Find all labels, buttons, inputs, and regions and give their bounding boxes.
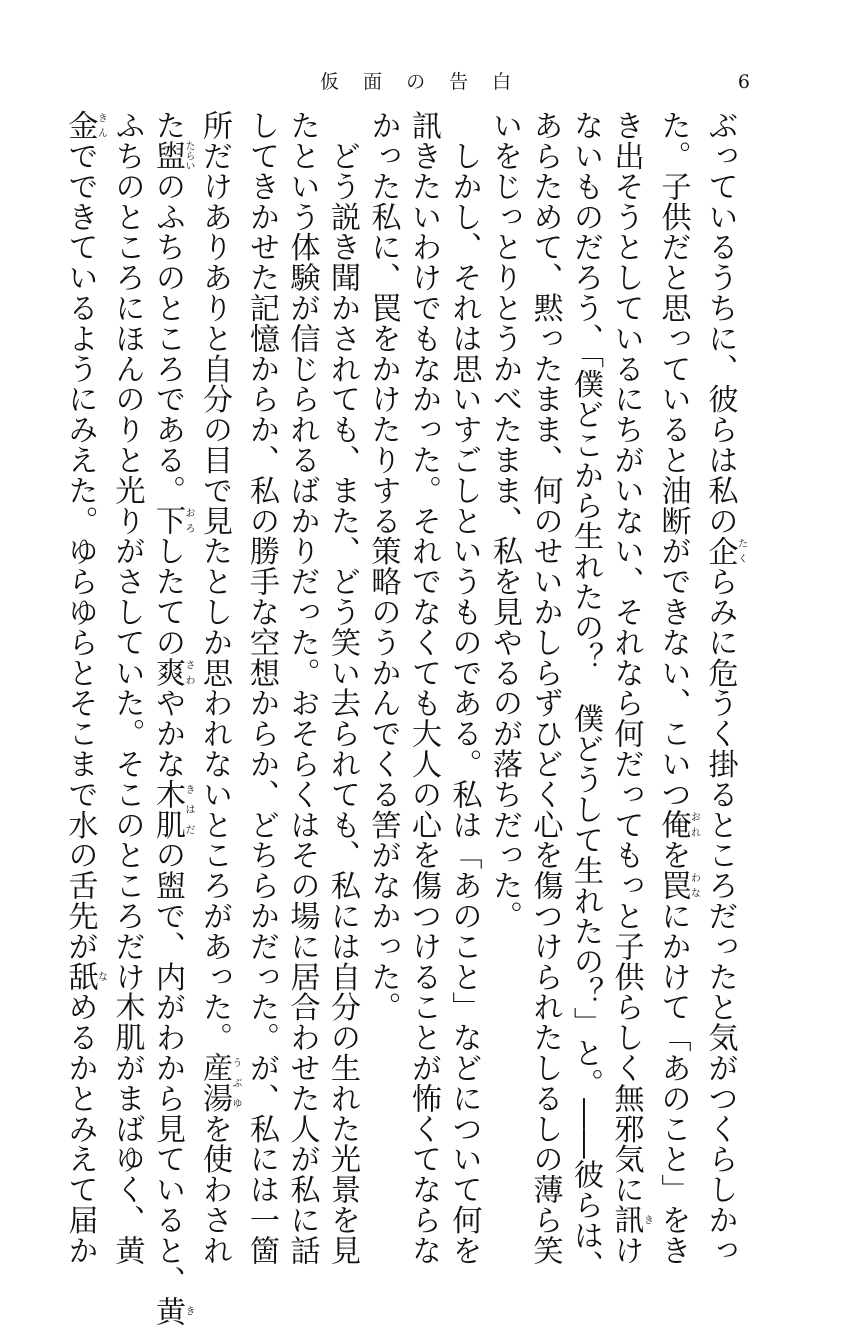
ruby-base: 罠	[655, 870, 691, 901]
text-run: にかけて「あのこと」をき	[655, 900, 691, 1266]
ruby-annotated-word	[702, 535, 747, 567]
text-column	[565, 110, 606, 1281]
vertical-body-text	[62, 110, 747, 1326]
ruby-base: 爽	[150, 657, 185, 688]
text-run: らみに危うく掛るところだったと気がつくらしかっ	[702, 566, 738, 1266]
text-run: き出そうとしているにちがいない、それなら何だってもっと子供らしく無邪気に	[608, 110, 644, 1205]
text-column	[403, 110, 444, 1266]
ruby-base: 下	[150, 505, 185, 536]
ruby-annotated-word	[62, 961, 107, 992]
ruby-reading: おろ	[183, 505, 194, 536]
ruby-annotated-word	[197, 1052, 241, 1114]
text-run: ないものだろう、「僕どこから生れたの？ 僕どうして生れたの？」と。――彼らは、	[568, 110, 603, 1281]
ruby-base: 訊	[608, 1204, 644, 1235]
text-column	[322, 110, 363, 1266]
text-run: めるかとみえて届か	[62, 991, 98, 1266]
text-run: どう説き聞かされても、また、どう笑い去られても、私には自分の生れた光景を見	[325, 110, 360, 1266]
ruby-reading: き	[641, 1204, 653, 1235]
text-column	[241, 110, 282, 1266]
text-run: の盥で、内がわから見ていると、	[150, 839, 185, 1296]
ruby-reading: おれ	[688, 809, 700, 840]
text-column	[281, 110, 322, 1266]
ruby-annotated-word	[150, 657, 194, 688]
text-run: でできているようにみえた。ゆらゆらとそこまで水の舌先が	[62, 140, 98, 962]
text-run: してきかせた記憶からか、私の勝手な空想からか、どちらかだった。が、私には一箇	[244, 110, 279, 1266]
text-column	[524, 110, 565, 1266]
text-column	[147, 110, 194, 1326]
text-column	[605, 110, 653, 1266]
ruby-base: 舐	[62, 961, 98, 992]
ruby-reading: たらい	[183, 140, 194, 171]
ruby-annotated-word	[150, 1295, 194, 1326]
text-column	[443, 110, 484, 1266]
text-column	[106, 110, 147, 1266]
ruby-reading: きん	[95, 110, 107, 141]
ruby-reading: き	[183, 1295, 194, 1326]
text-run: のふちのところである。	[150, 170, 185, 506]
ruby-base: 産湯	[197, 1052, 232, 1114]
text-run: 所だけありありと自分の目で見たとしか思われないところがあった。	[197, 110, 232, 1053]
ruby-annotated-word	[150, 140, 194, 171]
ruby-base: 盥	[150, 140, 185, 171]
text-run: したての	[150, 535, 185, 658]
running-title: 仮 面 の 告 白	[320, 71, 521, 93]
text-run: た	[150, 110, 185, 141]
text-column	[362, 110, 403, 1110]
text-run: た。子供だと思っていると油断ができない、こいつ	[655, 110, 691, 810]
ruby-annotated-word	[655, 870, 700, 901]
ruby-annotated-word	[655, 809, 700, 840]
ruby-reading: な	[95, 961, 107, 992]
text-run: いをじっとりとうかべたまま、私を見やるのが落ちだった。	[487, 110, 522, 931]
text-column	[59, 110, 107, 1266]
text-run: を	[655, 839, 691, 871]
ruby-reading: きはだ	[183, 778, 194, 840]
text-run: ぶっているうちに、彼らは私の	[702, 110, 738, 536]
text-column	[699, 110, 747, 1266]
ruby-base: 俺	[655, 809, 691, 840]
text-column	[194, 110, 241, 1266]
text-run: け	[608, 1234, 644, 1266]
ruby-base: 黄	[150, 1295, 185, 1326]
text-run: あらためて、黙ったまま、何のせいかしらずひどく心を傷つけられたしるしの薄ら笑	[527, 110, 563, 1266]
ruby-base: 木肌	[150, 778, 185, 840]
text-run: しかし、それは思いすごしというものである。私は「あのこと」などについて何を	[446, 110, 482, 1266]
ruby-annotated-word	[62, 110, 107, 141]
page-number: 6	[737, 71, 750, 93]
ruby-annotated-word	[608, 1204, 653, 1235]
text-run: やかな	[150, 687, 185, 779]
ruby-annotated-word	[150, 778, 194, 840]
text-run: ふちのところにほんのりと光りがさしていた。そこのところだけ木肌がまばゆく、黄	[109, 110, 145, 1266]
ruby-reading: さわ	[183, 657, 194, 688]
text-column	[484, 110, 525, 1110]
ruby-reading: たく	[735, 535, 747, 566]
text-run: かった私に、罠をかけたりする策略のうかんでくる筈がなかった。	[365, 110, 401, 1022]
ruby-base: 金	[62, 110, 98, 141]
text-run: 訊きたいわけでもなかった。それでなくても大人の心を傷つけることが怖くてならな	[406, 110, 441, 1266]
ruby-base: 企	[702, 535, 738, 567]
ruby-annotated-word	[150, 505, 194, 536]
ruby-reading: うぶゆ	[230, 1052, 241, 1114]
text-column	[652, 110, 700, 1266]
text-run: たという体験が信じられるばかりだった。おそらくはその場に居合わせた人が私に話	[284, 110, 320, 1266]
ruby-reading: わな	[688, 870, 700, 901]
text-run: を使わされ	[197, 1113, 232, 1266]
